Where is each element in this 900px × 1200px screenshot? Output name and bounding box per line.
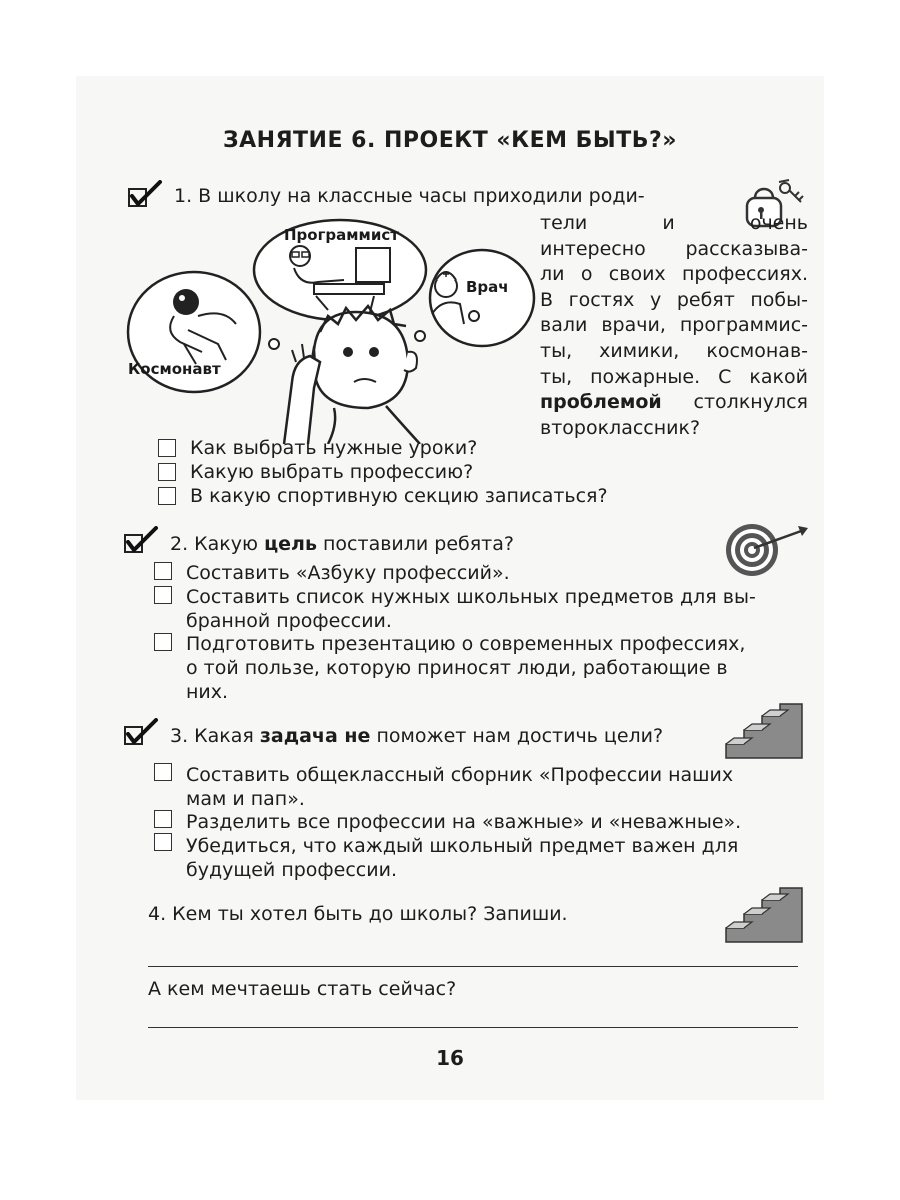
task3-option-1-line-2: мам и пап». [186, 788, 305, 810]
task3-option-1-checkbox[interactable] [154, 763, 172, 781]
task1-line-8: ты, пожарные. С какой [540, 365, 808, 388]
task3-option-2-checkbox[interactable] [154, 810, 172, 828]
task2-prefix: 2. Какую [170, 533, 265, 555]
task1-line-2: тели и очень [540, 212, 808, 234]
task2-option-2-line-1: Составить список нужных школьных предметов для вы- [186, 586, 756, 608]
task2-option-1-line-1: Составить «Азбуку профессий». [186, 562, 510, 584]
target-icon [722, 522, 812, 578]
task2-suffix: поставили ребята? [316, 533, 514, 555]
task3-option-1-line-1: Составить общеклассный сборник «Профессии наших [186, 764, 734, 786]
task3-prefix: 3. Какая [170, 725, 260, 747]
task3-option-3-line-1: Убедиться, что каждый школьный предмет важен для [186, 835, 739, 857]
task1-option-1: Как выбрать нужные уроки? [190, 437, 478, 459]
task1-line-6: вали врачи, программис- [540, 314, 808, 337]
page-number: 16 [436, 1046, 464, 1070]
stairs-icon [722, 886, 806, 944]
task3-option-3-checkbox[interactable] [154, 833, 172, 851]
task1-line-9-rest: столкнулся [661, 391, 808, 414]
answer-line-2[interactable] [148, 1027, 798, 1028]
bubble-label-programmer: Программист [284, 226, 399, 244]
task3-option-2-line-1: Разделить все профессии на «важные» и «неважные». [186, 811, 742, 833]
task1-line-3: интересно рассказыва- [540, 237, 808, 260]
task3-suffix: поможет нам достичь цели? [370, 725, 664, 747]
task3-option-3-line-2: будущей профессии. [186, 859, 397, 881]
illustration-boy-dreaming [124, 212, 536, 444]
task1-option-3: В какую спортивную секцию записаться? [190, 485, 608, 507]
task1-line-10: второклассник? [540, 416, 701, 439]
stairs-icon [722, 702, 806, 760]
task2-option-1-checkbox[interactable] [154, 562, 172, 580]
task4-question: 4. Кем ты хотел быть до школы? Запиши. [148, 903, 568, 925]
task1-option-1-checkbox[interactable] [158, 439, 176, 457]
task2-option-3-line-2: о той пользе, которую приносят люди, работающие в [186, 657, 728, 679]
task1-paragraph [540, 211, 808, 441]
task2-option-2-checkbox[interactable] [154, 586, 172, 604]
checkmark-icon [124, 526, 158, 554]
task1-option-3-checkbox[interactable] [158, 487, 176, 505]
task2-question [170, 532, 514, 557]
task1-line-5: В гостях у ребят побы- [540, 288, 808, 311]
task4-question-2: А кем мечтаешь стать сейчас? [148, 978, 457, 1000]
task2-option-3-line-3: них. [186, 681, 229, 703]
task2-option-3-line-1: Подготовить презентацию о современных профессиях, [186, 633, 746, 655]
task3-bold: задача не [259, 725, 371, 747]
task2-bold: цель [264, 533, 317, 555]
task1-line-9 [540, 390, 808, 416]
bold-problem-word: проблемой [540, 391, 662, 414]
bubble-label-cosmonaut: Космонавт [128, 360, 221, 378]
checkmark-icon [124, 718, 158, 746]
task1-option-2-checkbox[interactable] [158, 463, 176, 481]
task1-line-4: ли о своих профессиях. [540, 263, 808, 286]
checkmark-icon [128, 180, 162, 208]
task1-option-2: Какую выбрать профессию? [190, 461, 474, 483]
page-title: ЗАНЯТИЕ 6. ПРОЕКТ «КЕМ БЫТЬ?» [223, 128, 677, 153]
task1-line-7: ты, химики, космонав- [540, 339, 808, 362]
task2-option-2-line-2: бранной профессии. [186, 610, 392, 632]
task2-option-3-checkbox[interactable] [154, 633, 172, 651]
answer-line-1[interactable] [148, 966, 798, 967]
task3-question [170, 724, 663, 749]
bubble-label-doctor: Врач [466, 278, 509, 296]
task1-line-1: 1. В школу на классные часы приходили роди- [174, 185, 645, 207]
